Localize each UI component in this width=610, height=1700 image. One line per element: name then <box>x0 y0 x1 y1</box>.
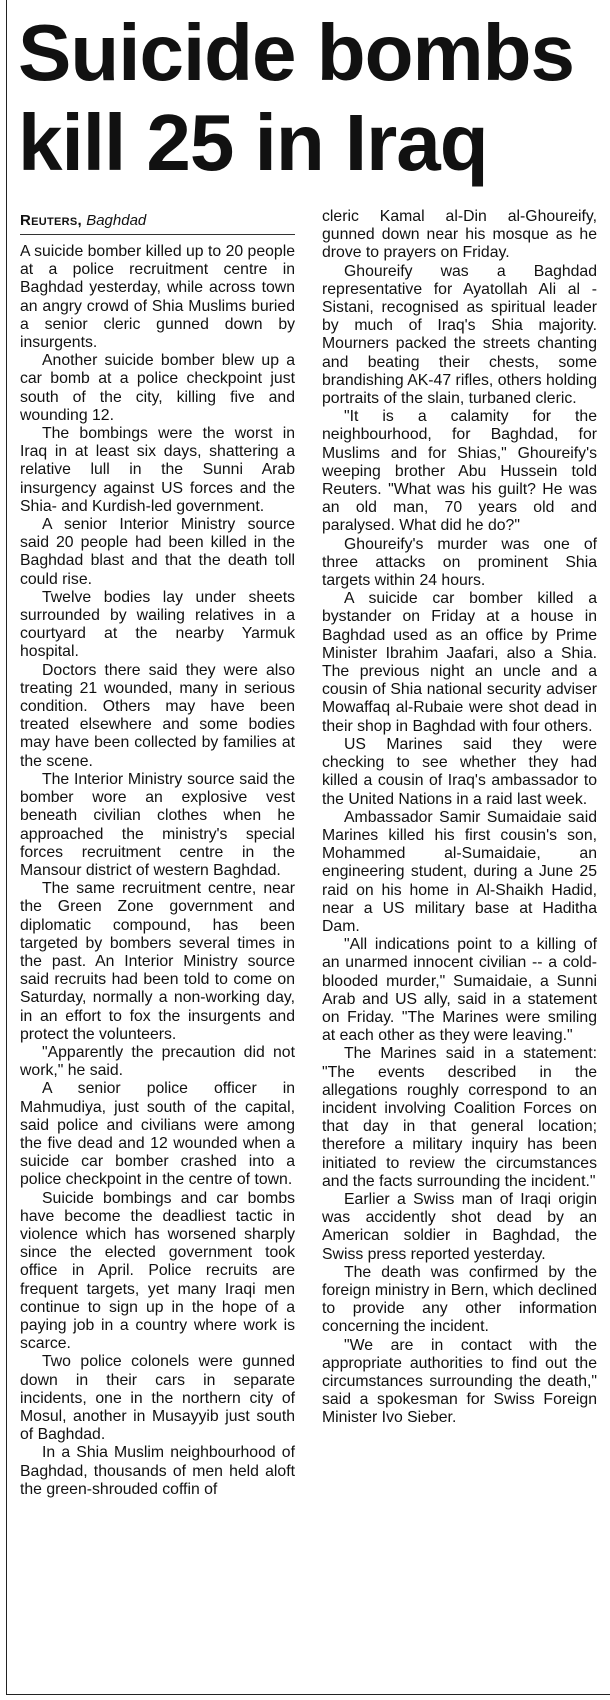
headline-line-2: kill 25 in Iraq <box>18 98 488 187</box>
byline <box>20 212 295 235</box>
paragraph: Earlier a Swiss man of Iraqi origin was accidently shot dead by an American soldier in Baghdad, the Swiss press reported yesterday. <box>322 1190 597 1263</box>
dateline: Baghdad <box>86 212 147 229</box>
paragraph: The Marines said in a statement: "The events described in the allegations roughly correspond to an incident involving Coalition Forces on that day in that general location; therefore a military inquiry has been initiated to review the circumstances and the facts surrounding the incident." <box>322 1045 597 1190</box>
paragraph: A suicide car bomber killed a bystander on Friday at a house in Baghdad used as an office by Prime Minister Ibrahim Jaafari, also a Shia. The previous night an uncle and a cousin of Shia national security adviser Mowaffaq al-Rubaie were shot dead in their shop in Baghdad with four others. <box>322 590 597 735</box>
paragraph: The same recruitment centre, near the Green Zone government and diplomatic compound, has been targeted by bombers several times in the past. An Interior Ministry source said recruits had been told to come on Saturday, normally a non-working day, in an effort to fox the insurgents and protect the volunteers. <box>20 880 295 1043</box>
paragraph: "It is a calamity for the neighbourhood, for Baghdad, for Muslims and for Shias," Ghoureify's weeping brother Abu Hussein told Reuters. "What was his guilt? He was an old man, 70 years old and paralysed. What did he do?" <box>322 408 597 535</box>
left-border-rule <box>6 0 7 1694</box>
paragraph: Ghoureify's murder was one of three attacks on prominent Shia targets within 24 hours. <box>322 535 597 590</box>
paragraph: A senior Interior Ministry source said 20 people had been killed in the Baghdad blast and that the death toll could rise. <box>20 516 295 588</box>
paragraph: Ghoureify was a Baghdad representative for Ayatollah Ali al -Sistani, recognised as spiritual leader by much of Iraq's Shia majority. Mourners packed the streets chanting and beating their chests, some brandishing AK-47 rifles, others holding portraits of the slain, turbaned cleric. <box>322 262 597 408</box>
headline-line-1: Suicide bombs <box>18 8 574 97</box>
article-column-left <box>20 212 295 1499</box>
paragraph: In a Shia Muslim neighbourhood of Baghdad, thousands of men held aloft the green-shrouded coffin of <box>20 1444 295 1498</box>
paragraph: "We are in contact with the appropriate authorities to find out the circumstances surrounding the death," said a spokesman for Swiss Foreign Minister Ivo Sieber. <box>322 1336 597 1427</box>
paragraph: "Apparently the precaution did not work," he said. <box>20 1043 295 1080</box>
paragraph: A senior police officer in Mahmudiya, just south of the capital, said police and civilians were among the five dead and 12 wounded when a suicide car bomber crashed into a police checkpoint in the centre of town. <box>20 1080 295 1189</box>
paragraph: Suicide bombings and car bombs have become the deadliest tactic in violence which has worsened sharply since the elected government took office in April. Police recruits are frequent targets, yet many Iraqi men continue to sign up in the hope of a paying job in a country where work is scarce. <box>20 1189 295 1353</box>
paragraph: "All indications point to a killing of an unarmed innocent civilian -- a cold-blooded murder," Sumaidaie, a Sunni Arab and US ally, said in a statement on Friday. "The Marines were smiling at each other as they were leaving." <box>322 936 597 1045</box>
agency-name: Reuters, <box>20 212 83 229</box>
bottom-border-rule <box>6 1694 610 1695</box>
paragraph: Another suicide bomber blew up a car bomb at a police checkpoint just south of the city, killing five and wounding 12. <box>20 352 295 424</box>
paragraph: Two police colonels were gunned down in their cars in separate incidents, one in the northern city of Mosul, another in Musayyib just south of Baghdad. <box>20 1353 295 1444</box>
paragraph: Ambassador Samir Sumaidaie said Marines killed his first cousin's son, Mohammed al-Sumaidaie, an engineering student, during a June 25 raid on his home in Al-Shaikh Hadid, near a US military base at Haditha Dam. <box>322 808 597 935</box>
paragraph: Doctors there said they were also treating 21 wounded, many in serious condition. Others may have been treated elsewhere and some bodies may have been collected by families at the scene. <box>20 661 295 770</box>
paragraph: The Interior Ministry source said the bomber wore an explosive vest beneath civilian clothes when he approached the ministry's special forces recruitment centre in the Mansour district of western Baghdad. <box>20 770 295 879</box>
headline <box>18 8 608 188</box>
paragraph: Twelve bodies lay under sheets surrounded by wailing relatives in a courtyard at the nearby Yarmuk hospital. <box>20 588 295 661</box>
paragraph: The death was confirmed by the foreign ministry in Bern, which declined to provide any other information concerning the incident. <box>322 1263 597 1336</box>
article-column-right <box>322 208 597 1428</box>
paragraph: A suicide bomber killed up to 20 people at a police recruitment centre in Baghdad yesterday, while across town an angry crowd of Shia Muslims buried a senior cleric gunned down by insurgents. <box>20 243 295 352</box>
paragraph-continued: cleric Kamal al-Din al-Ghoureify, gunned down near his mosque as he drove to prayers on Friday. <box>322 208 597 262</box>
paragraph: The bombings were the worst in Iraq in at least six days, shattering a relative lull in the Sunni Arab insurgency against US forces and the Shia- and Kurdish-led government. <box>20 425 295 515</box>
paragraph: US Marines said they were checking to see whether they had killed a cousin of Iraq's ambassador to the United Nations in a raid last week. <box>322 735 597 808</box>
